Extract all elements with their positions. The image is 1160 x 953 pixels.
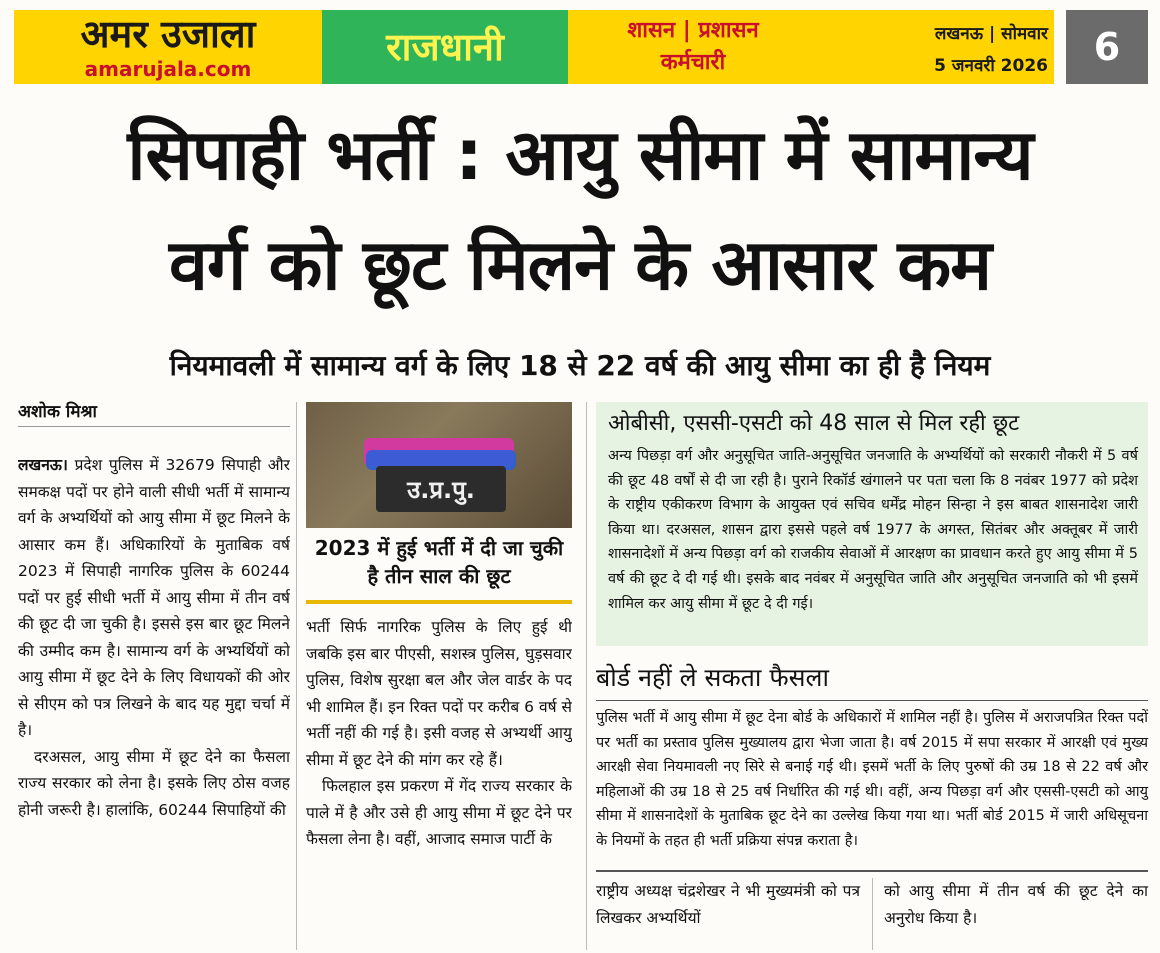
dateline: लखनऊ। <box>18 456 68 474</box>
page-number: 6 <box>1093 25 1121 69</box>
byline: अशोक मिश्रा <box>18 402 97 422</box>
column-divider <box>296 402 297 950</box>
board-title-divider <box>596 700 1148 701</box>
subheadline: नियमावली में सामान्य वर्ग के लिए 18 से 22 वर्ष की आयु सीमा का ही है नियम <box>169 349 991 382</box>
photo-badge-text: उ.प्र.पु. <box>407 476 475 504</box>
column-divider <box>872 878 873 950</box>
city-day: लखनऊ | सोमवार <box>934 24 1048 44</box>
column-divider <box>586 402 587 950</box>
article-column-1 <box>18 452 290 952</box>
paragraph-4: फिलहाल इस प्रकरण में गेंद राज्य सरकार के पाले में है और उसे ही आयु सीमा में छूट देने पर फैसला लेना है। वहीं, आजाद समाज पार्टी के <box>306 777 572 848</box>
section-banner <box>322 10 568 84</box>
edition-date: 5 जनवरी 2026 <box>934 56 1048 76</box>
headline-line-2: वर्ग को छूट मिलने के आसार कम <box>168 224 992 306</box>
paragraph-3: भर्ती सिर्फ नागरिक पुलिस के लिए हुई थी जबकि इस बार पीएसी, सशस्त्र पुलिस, घुड़सवार पुलिस, विशेष सुरक्षा बल और जेल वार्डर के पद भी शामिल हैं। इन रिक्त पदों पर करीब 6 वर्ष से भर्ती नहीं की गई है। इसी वजह से अभ्यर्थी आयु सीमा में छूट देने की मांग कर रहे हैं। <box>306 618 572 769</box>
logo-url: amarujala.com <box>84 57 252 81</box>
headline-line-1: सिपाही भर्ती : आयु सीमा में सामान्य <box>127 114 1033 196</box>
section-title: राजधानी <box>386 25 504 69</box>
page-number-box <box>1066 10 1148 84</box>
category-line-1: शासन | प्रशासन <box>627 18 759 43</box>
masthead <box>0 0 1160 88</box>
continuation-left: राष्ट्रीय अध्यक्ष चंद्रशेखर ने भी मुख्यमंत्री को पत्र लिखकर अभ्यर्थियों <box>596 882 860 927</box>
continuation-right: को आयु सीमा में तीन वर्ष की छूट देने का अनुरोध किया है। <box>884 882 1148 927</box>
photo-caption: 2023 में हुई भर्ती में दी जा चुकी है तीन साल की छूट <box>314 536 564 588</box>
article-column-2 <box>306 614 572 952</box>
byline-divider <box>18 426 290 427</box>
board-bottom-divider <box>596 870 1148 872</box>
sidebar-board-title: बोर्ड नहीं ले सकता फैसला <box>596 663 829 692</box>
paragraph-2: दरअसल, आयु सीमा में छूट देने का फैसला राज्य सरकार को लेना है। इसके लिए ठोस वजह होनी जरूरी है। हालांकि, 60244 सिपाहियों की <box>18 747 290 819</box>
sidebar-obc-title: ओबीसी, एससी-एसटी को 48 साल से मिल रही छूट <box>608 411 1020 436</box>
sidebar-obc-box <box>596 402 1148 646</box>
article-photo[interactable] <box>306 402 572 528</box>
logo-text: अमर उजाला <box>80 12 256 56</box>
sidebar-board-body: पुलिस भर्ती में आयु सीमा में छूट देना बोर्ड के अधिकारों में शामिल नहीं है। पुलिस में अराजपत्रित रिक्त पदों पर भर्ती का प्रस्ताव पुलिस मुख्यालय द्वारा भेजा जाता है। वर्ष 2015 में सपा सरकार में आरक्षी एवं मुख्य आरक्षी सेवा नियमावली नए सिरे से बनाई गई थी। इसमें भर्ती के लिए पुरुषों की उम्र 18 से 22 वर्ष और महिलाओं की उम्र 18 से 25 वर्ष निर्धारित की गई थी। वहीं, अन्य पिछड़ा वर्ग और एससी-एसटी को आयु सीमा में शासनादेशों के मुताबिक छूट देने का उल्लेख किया गया था। भर्ती बोर्ड 2015 में जारी अधिसूचना के नियमों के तहत ही भर्ती प्रक्रिया संपन्न कराता है। <box>596 710 1148 849</box>
paragraph-1-text: प्रदेश पुलिस में 32679 सिपाही और समकक्ष पदों पर होने वाली सीधी भर्ती में सामान्य वर्ग के अभ्यर्थियों को आयु सीमा में छूट मिलने के आसार कम हैं। अधिकारियों के मुताबिक वर्ष 2023 में सिपाही नागरिक पुलिस के 60244 पदों पर हुई सीधी भर्ती में आयु सीमा में तीन वर्ष की छूट दी जा चुकी है। इससे इस बार छूट मिलने की उम्मीद कम है। सामान्य वर्ग के अभ्यर्थियों को आयु सीमा में छूट देने के लिए विधायकों की ओर से सीएम को पत्र लिखने के बाद यह मुद्दा चर्चा में है। <box>18 456 290 739</box>
category-line-2: कर्मचारी <box>660 50 726 75</box>
paragraph-1 <box>18 452 290 744</box>
sidebar-obc-body: अन्य पिछड़ा वर्ग और अनुसूचित जाति-अनुसूचित जनजाति के अभ्यर्थियों को सरकारी नौकरी में 5 वर्ष की छूट 48 वर्षों से दी जा रही है। पुराने रिकॉर्ड खंगालने पर पता चला कि 8 नवंबर 1977 को प्रदेश के राष्ट्रीय एकीकरण विभाग के आयुक्त एवं सचिव धर्मेंद्र मोहन सिन्हा ने इस बाबत शासनादेश जारी किया था। दरअसल, शासन द्वारा इससे पहले वर्ष 1977 के अगस्त, सितंबर और अक्तूबर में जारी शासनादेशों में अन्य पिछड़ा वर्ग को राजकीय सेवाओं में आरक्षण का प्रावधान करते हुए आयु सीमा में 5 वर्ष की छूट दे दी गई थी। इसके बाद नवंबर में अनुसूचित जाति और अनुसूचित जनजाति को भी इसमें शामिल कर आयु सीमा में छूट दे दी गई। <box>608 448 1138 612</box>
caption-divider <box>306 600 572 604</box>
newspaper-logo[interactable] <box>14 10 322 84</box>
category-banner <box>568 10 1054 84</box>
